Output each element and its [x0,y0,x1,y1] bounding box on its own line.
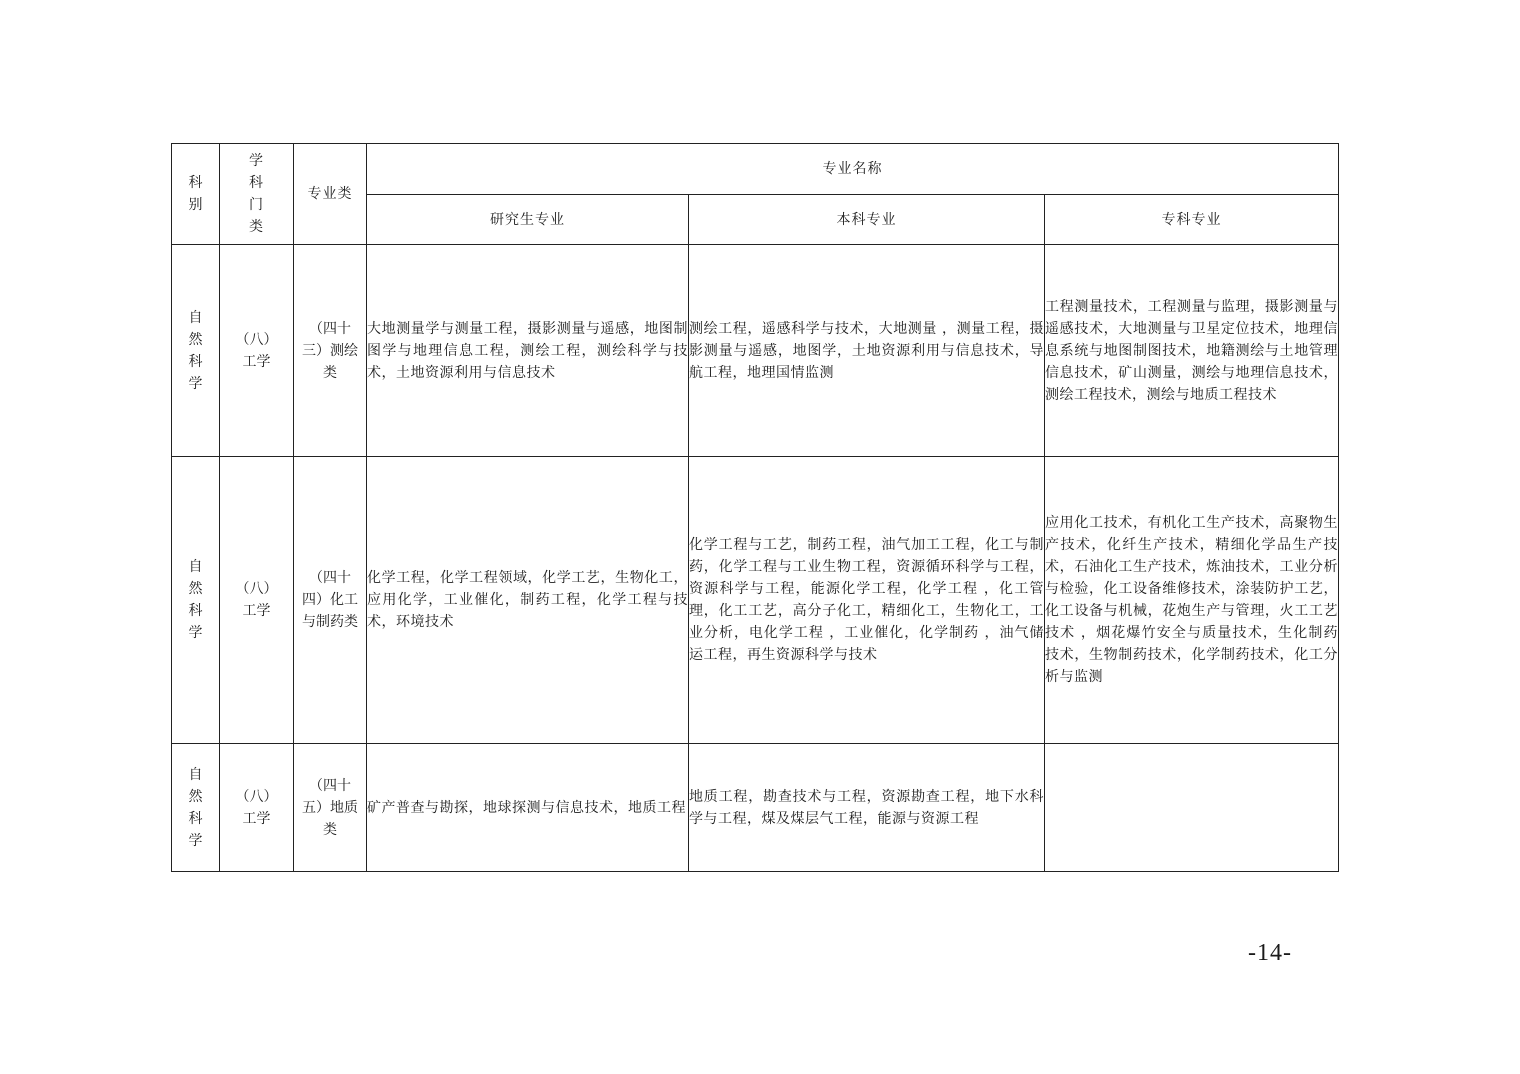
row-undergraduate: 测绘工程，遥感科学与技术，大地测量 ，测量工程，摄影测量与遥感，地图学，土地资源利用与信息技术，导航工程，地理国情监测 [689,245,1045,457]
row-graduate: 矿产普查与勘探，地球探测与信息技术，地质工程 [367,744,689,872]
header-graduate: 研究生专业 [367,195,689,245]
header-discipline: 学科门类 [220,144,294,245]
header-category: 科别 [172,144,220,245]
majors-table [171,143,1339,872]
row-category: 自然科学 [172,744,220,872]
header-junior-college: 专科专业 [1045,195,1339,245]
table-row [172,457,1339,744]
table-row [172,744,1339,872]
row-graduate: 大地测量学与测量工程，摄影测量与遥感，地图制图学与地理信息工程，测绘工程，测绘科学与技术，土地资源利用与信息技术 [367,245,689,457]
row-junior-college [1045,744,1339,872]
row-junior-college: 工程测量技术，工程测量与监理，摄影测量与遥感技术，大地测量与卫星定位技术，地理信息系统与地图制图技术，地籍测绘与土地管理信息技术，矿山测量，测绘与地理信息技术，测绘工程技术，测绘与地质工程技术 [1045,245,1339,457]
header-row-1 [172,144,1339,195]
row-major-class: （四十三）测绘类 [294,245,367,457]
row-undergraduate: 地质工程，勘查技术与工程，资源勘查工程，地下水科学与工程，煤及煤层气工程，能源与资源工程 [689,744,1045,872]
row-category: 自然科学 [172,245,220,457]
table-row [172,245,1339,457]
header-major-class: 专业类 [294,144,367,245]
row-category: 自然科学 [172,457,220,744]
row-junior-college: 应用化工技术，有机化工生产技术，高聚物生产技术，化纤生产技术，精细化学品生产技术，石油化工生产技术，炼油技术，工业分析与检验，化工设备维修技术，涂装防护工艺，化工设备与机械，花炮生产与管理，火工工艺技术 ，烟花爆竹安全与质量技术，生化制药技术，生物制药技术，化学制药技术，化工分析与监测 [1045,457,1339,744]
header-undergraduate: 本科专业 [689,195,1045,245]
row-major-class: （四十五）地质类 [294,744,367,872]
header-major-name: 专业名称 [367,144,1339,195]
row-discipline: （八）工学 [220,457,294,744]
row-discipline: （八）工学 [220,245,294,457]
page-number: -14- [1248,940,1292,966]
row-discipline: （八）工学 [220,744,294,872]
row-major-class: （四十四）化工与制药类 [294,457,367,744]
row-graduate: 化学工程，化学工程领域，化学工艺，生物化工，应用化学，工业催化，制药工程，化学工程与技术，环境技术 [367,457,689,744]
row-undergraduate: 化学工程与工艺，制药工程，油气加工工程，化工与制药，化学工程与工业生物工程，资源循环科学与工程，资源科学与工程，能源化学工程，化学工程 ，化工管理，化工工艺，高分子化工，精细化工，生物化工，工业分析，电化学工程 ，工业催化，化学制药 ，油气储运工程，再生资源科学与技术 [689,457,1045,744]
